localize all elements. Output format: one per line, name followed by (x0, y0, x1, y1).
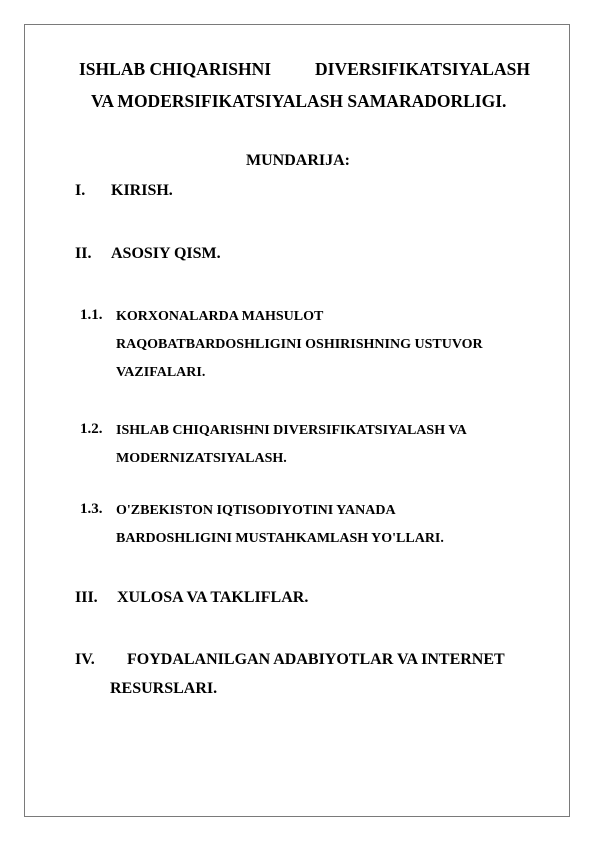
document-title-line1-part1: ISHLAB CHIQARISHNI (79, 59, 272, 79)
document-title-line1-part2: DIVERSIFIKATSIYALASH (315, 59, 530, 79)
toc-item-1-3-line2: BARDOSHLIGINI MUSTAHKAMLASH YO'LLARI. (116, 531, 444, 546)
toc-number-1-2: 1.2. (80, 421, 103, 437)
toc-number-1-3: 1.3. (80, 501, 103, 517)
toc-item-1-1-line1: KORXONALARDA MAHSULOT (116, 309, 324, 324)
toc-item-1-1-line3: VAZIFALARI. (116, 365, 206, 380)
toc-item-3-line1: XULOSA VA TAKLIFLAR. (117, 589, 309, 606)
toc-item-1-2-line1: ISHLAB CHIQARISHNI DIVERSIFIKATSIYALASH VA (116, 423, 467, 438)
toc-item-1-3-line1: O'ZBEKISTON IQTISODIYOTINI YANADA (116, 503, 396, 518)
toc-number-4: IV. (75, 651, 95, 668)
document-title-line2: VA MODERSIFIKATSIYALASH SAMARADORLIGI. (91, 91, 507, 111)
toc-number-2: II. (75, 245, 92, 262)
page-border (24, 24, 570, 817)
toc-item-2-line1: ASOSIY QISM. (111, 245, 221, 262)
toc-item-4-line1: FOYDALANILGAN ADABIYOTLAR VA INTERNET (127, 651, 505, 668)
toc-number-1: I. (75, 182, 86, 199)
toc-item-1-1-line2: RAQOBATBARDOSHLIGINI OSHIRISHNING USTUVOR (116, 337, 483, 352)
toc-item-4-line2: RESURSLARI. (110, 680, 218, 697)
toc-item-1-line1: KIRISH. (111, 182, 173, 199)
toc-number-3: III. (75, 589, 98, 606)
toc-number-1-1: 1.1. (80, 307, 103, 323)
toc-item-1-2-line2: MODERNIZATSIYALASH. (116, 451, 287, 466)
contents-heading: MUNDARIJA: (246, 152, 350, 169)
